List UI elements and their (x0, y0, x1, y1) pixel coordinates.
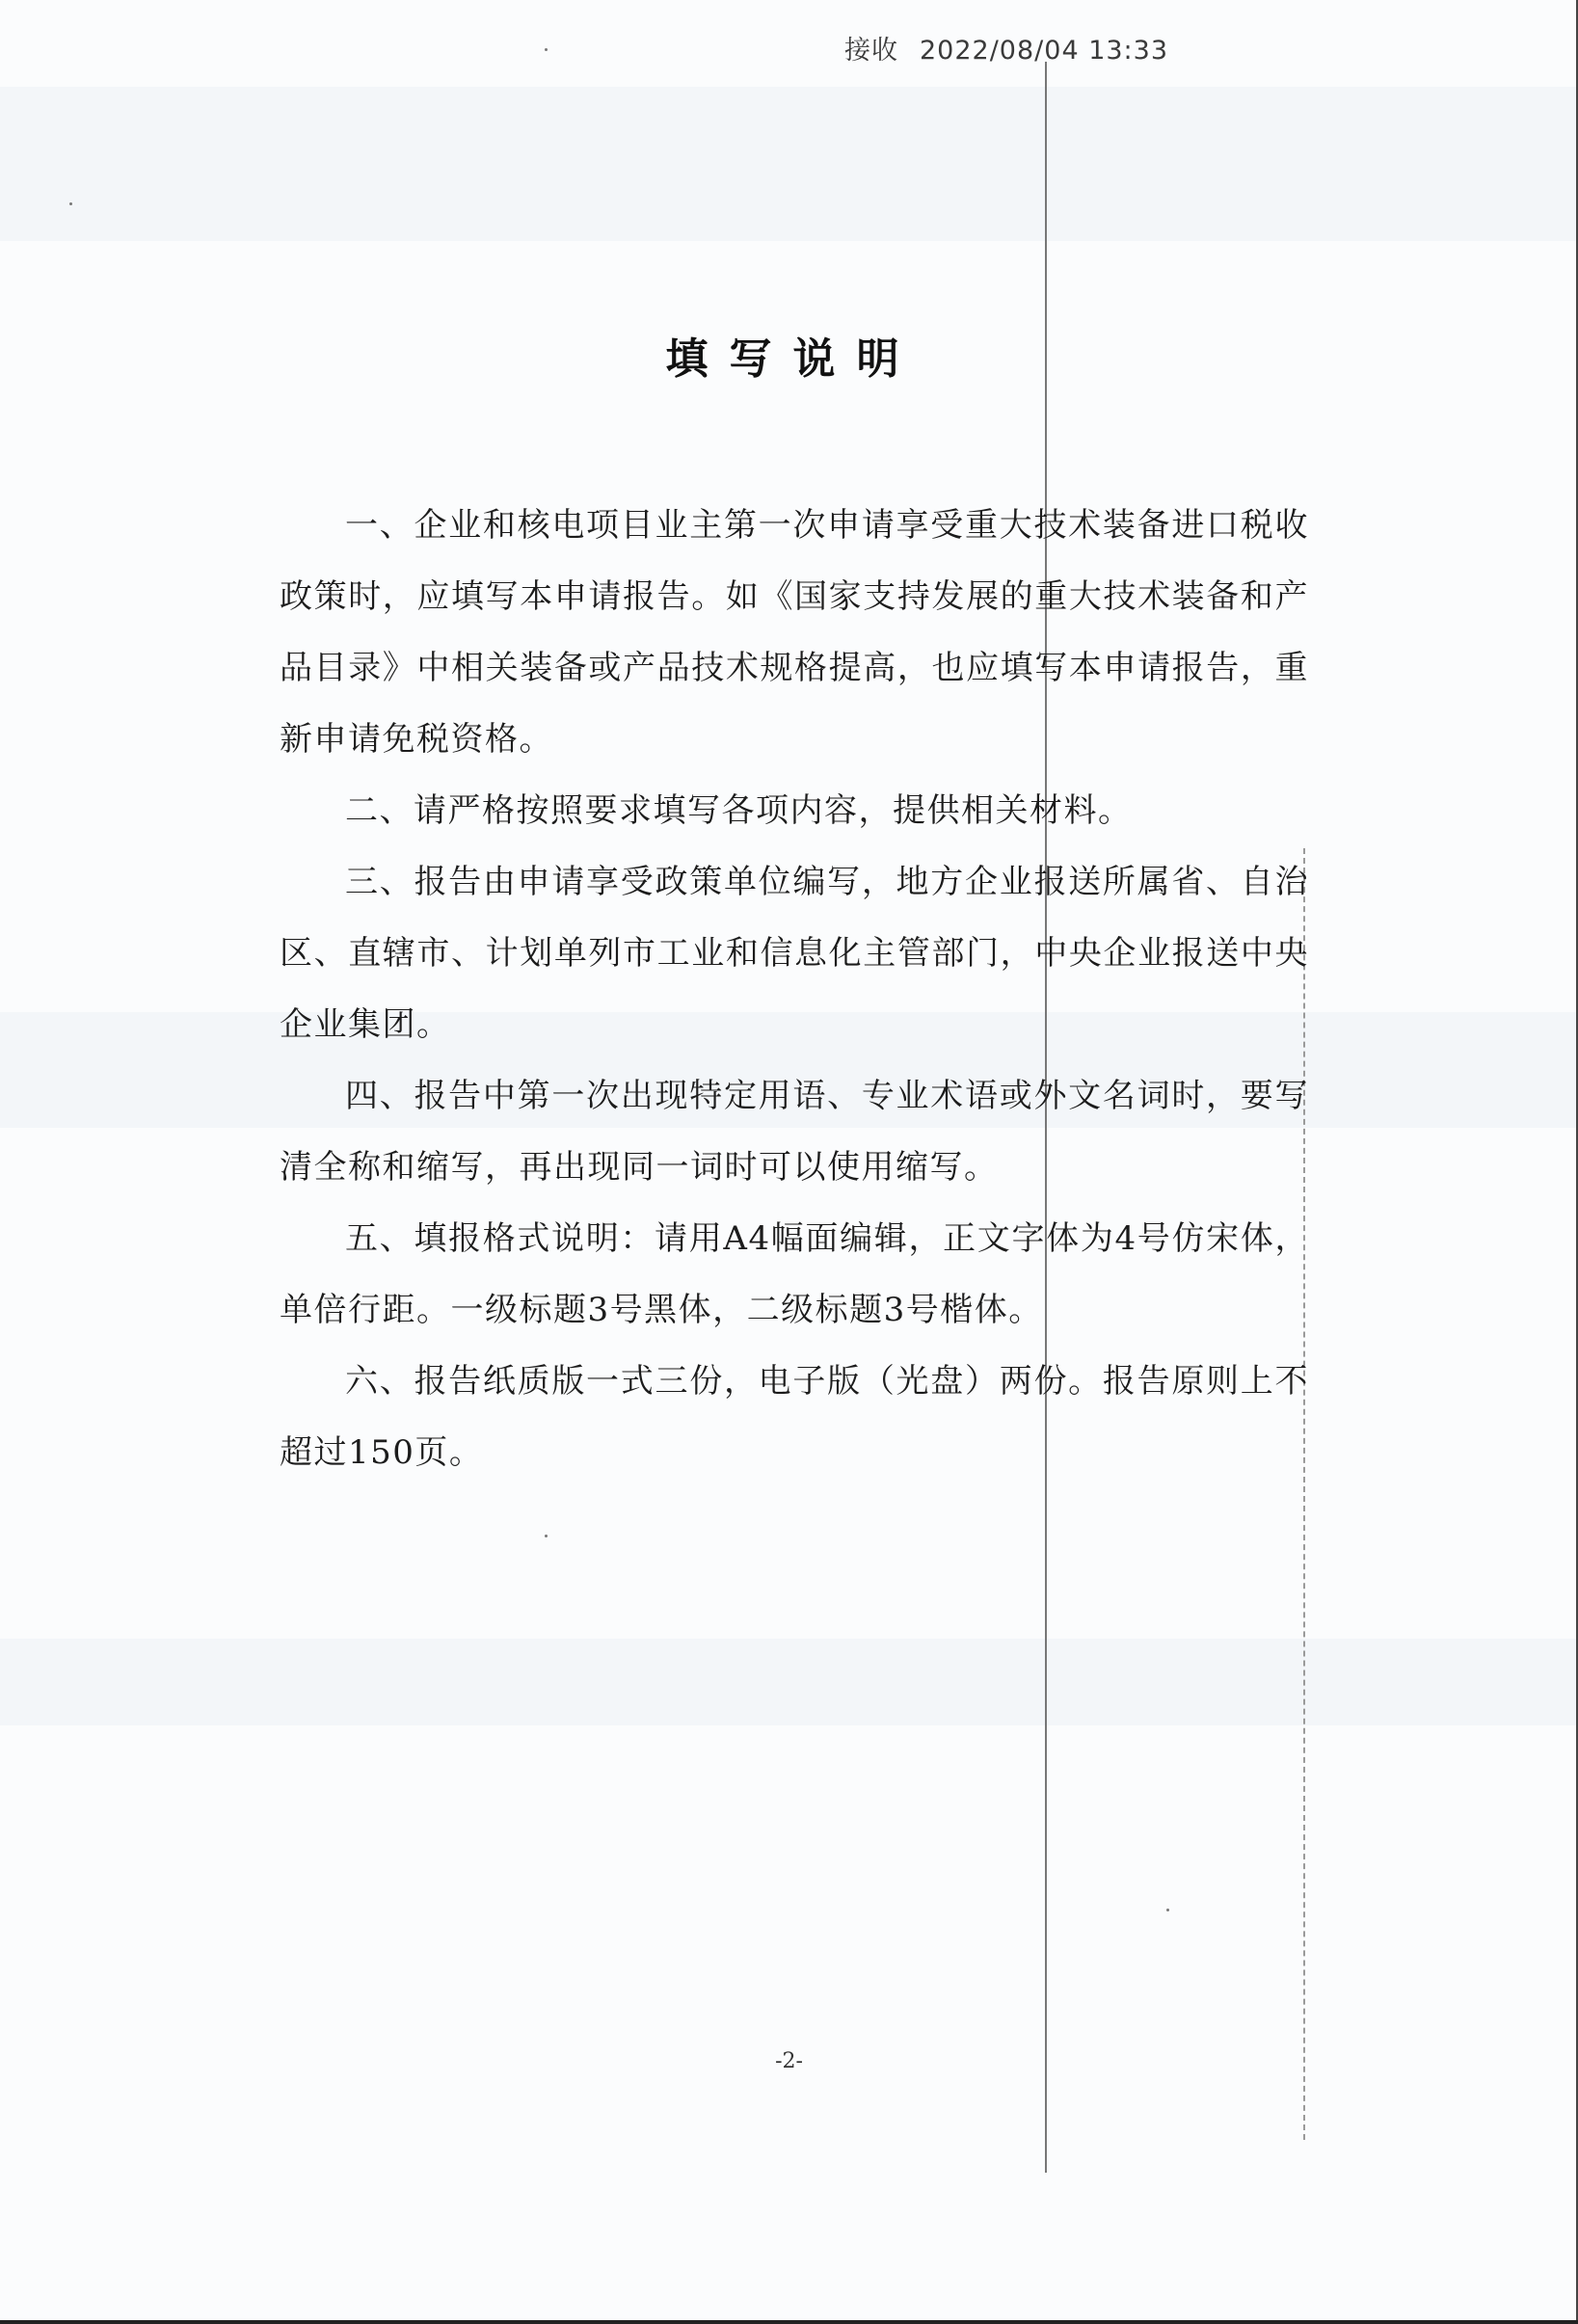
instruction-paragraph-3: 三、报告由申请享受政策单位编写，地方企业报送所属省、自治区、直辖市、计划单列市工业和信息化主管部门，中央企业报送中央企业集团。 (280, 863, 1309, 1044)
instructions-body (280, 490, 1309, 1488)
instruction-paragraph-1: 一、企业和核电项目业主第一次申请享受重大技术装备进口税收政策时，应填写本申请报告。如《国家支持发展的重大技术装备和产品目录》中相关装备或产品技术规格提高，也应填写本申请报告，重新申请免税资格。 (280, 506, 1309, 759)
receipt-label: 接收 (844, 36, 898, 66)
instruction-paragraph-6: 六、报告纸质版一式三份，电子版（光盘）两份。报告原则上不超过150页。 (280, 1362, 1309, 1472)
instruction-paragraph-5: 五、填报格式说明：请用A4幅面编辑，正文字体为4号仿宋体，单倍行距。一级标题3号黑体，二级标题3号楷体。 (280, 1219, 1309, 1329)
scan-speck (545, 48, 548, 51)
receipt-stamp (844, 29, 1168, 67)
scan-edge-bottom (0, 2320, 1578, 2324)
scan-speck (1166, 1909, 1169, 1911)
receipt-datetime: 2022/08/04 13:33 (920, 36, 1169, 66)
instruction-paragraph-2: 二、请严格按照要求填写各项内容，提供相关材料。 (345, 791, 1133, 830)
page-number: -2- (775, 2049, 803, 2073)
scan-texture (0, 87, 1578, 241)
scan-speck (69, 202, 72, 205)
scan-speck (545, 1535, 548, 1537)
scan-texture (0, 1639, 1578, 1725)
instruction-paragraph-4: 四、报告中第一次出现特定用语、专业术语或外文名词时，要写清全称和缩写，再出现同一词时可以使用缩写。 (280, 1077, 1309, 1187)
page-title: 填写说明 (665, 334, 921, 384)
